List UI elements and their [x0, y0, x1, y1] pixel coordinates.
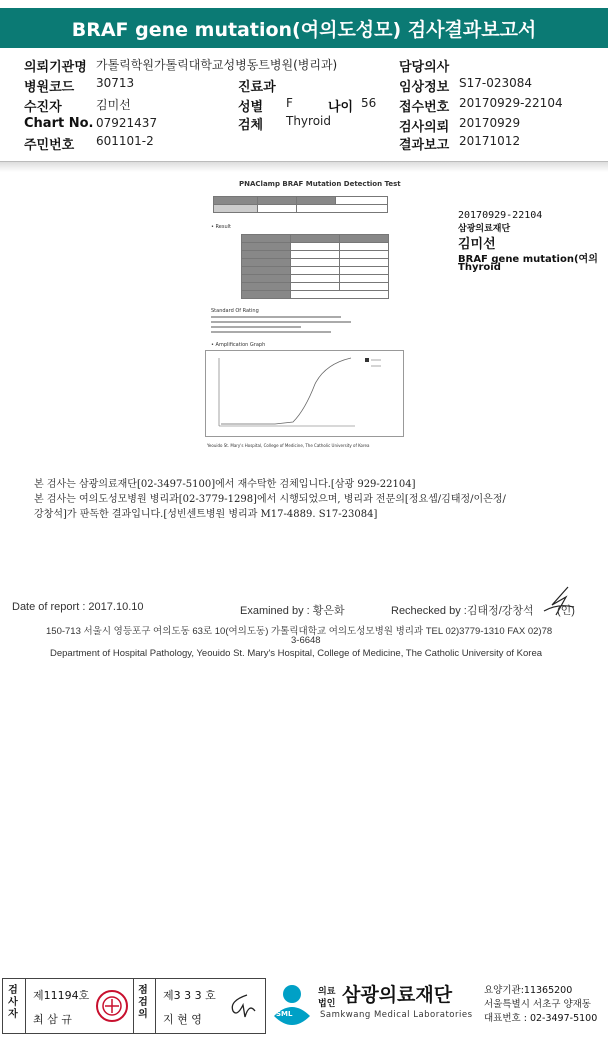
- clinical-info-value: S17-023084: [459, 76, 533, 90]
- report-title: BRAF gene mutation(여의도성모) 검사결과보고서: [0, 8, 608, 48]
- specimen-value: Thyroid: [286, 114, 331, 128]
- specimen-label: 검체: [238, 118, 264, 133]
- signature-box: [2, 978, 266, 1034]
- brand-phone: 대표번호 : 02-3497-5100: [484, 1013, 598, 1024]
- age-label: 나이: [328, 100, 354, 115]
- date-of-report: Date of report : 2017.10.10: [12, 601, 144, 613]
- sml-logo-text: SML: [276, 1010, 293, 1018]
- samkwang-brand: [268, 978, 608, 1034]
- divider: [25, 979, 26, 1033]
- scanned-lab-sheet: [205, 180, 405, 465]
- scan-text-line: [211, 321, 351, 323]
- scan-footer: Yeouido St. Mary's Hospital, College of Medicine, The Catholic University of Korea: [207, 443, 370, 448]
- seal-text: (인): [557, 605, 575, 617]
- sml-logo-icon: [270, 980, 314, 1030]
- sticker-line1: 20170929-22104: [458, 210, 543, 221]
- specimen-sticker: [458, 210, 608, 280]
- note-line-1: 본 검사는 삼광의료재단[02-3497-5100]에서 재수탁한 검체입니다.[삼광 929-22104]: [34, 479, 416, 490]
- clinical-info-label: 임상정보: [399, 80, 450, 95]
- examiner-name: 최 삼 규: [33, 1013, 72, 1026]
- divider: [155, 979, 156, 1033]
- receipt-label: 접수번호: [399, 100, 450, 115]
- corp-label-1: 의료: [318, 987, 336, 997]
- scan-title: PNAClamp BRAF Mutation Detection Test: [239, 180, 401, 188]
- examiner-number: 제11194호: [33, 989, 90, 1002]
- sticker-line2: 삼광의료재단: [458, 224, 511, 234]
- reviewer-signature: [225, 991, 259, 1021]
- id-value: 601101-2: [96, 134, 154, 148]
- care-code: 요양기관:11365200: [484, 985, 573, 996]
- examiner-seal: [95, 989, 129, 1023]
- request-value: 20170929: [459, 116, 521, 130]
- patient-header: [0, 50, 608, 162]
- hospital-code-label: 병원코드: [24, 80, 75, 95]
- amplification-graph: [205, 350, 405, 440]
- address-line-cont: 3-6648: [291, 635, 321, 646]
- brand-address: 서울특별시 서초구 양재동: [484, 999, 591, 1010]
- divider: [133, 979, 134, 1033]
- report-label: 결과보고: [399, 138, 450, 153]
- sticker-line4: BRAF gene mutation(여의: [458, 254, 598, 265]
- brand-english: Samkwang Medical Laboratories: [320, 1010, 473, 1020]
- header-divider-shadow: [0, 162, 608, 172]
- department-label: 진료과: [238, 80, 276, 95]
- scan-text-line: [211, 316, 341, 318]
- age-value: 56: [361, 96, 377, 110]
- examined-by: Examined by : 황은화: [240, 605, 345, 617]
- reviewer-vertical-label: 점검의: [138, 985, 148, 1020]
- rechecked-by: Rechecked by :김태정/강창석: [391, 605, 534, 617]
- report-value: 20171012: [459, 134, 521, 148]
- scan-graph-heading: • Amplification Graph: [211, 342, 266, 348]
- institution-value: 가톨릭학원가톨릭대학교성병동트병원(병리과): [96, 58, 338, 72]
- patient-value: 김미선: [96, 98, 131, 112]
- id-label: 주민번호: [24, 138, 75, 153]
- attending-label: 담당의사: [399, 60, 450, 75]
- note-line-3: 강창석]가 판독한 결과입니다.[성빈센트병원 병리과 M17-4889. S17-23084]: [34, 509, 378, 520]
- brand-name: 삼광의료재단: [342, 984, 453, 1006]
- note-line-2: 본 검사는 여의도성모병원 병리과[02-3779-1298]에서 시행되었으며, 병리과 전문의[정요셉/김태정/이은정/: [34, 494, 506, 505]
- reviewer-name: 지 현 영: [163, 1013, 202, 1026]
- patient-label: 수진자: [24, 100, 62, 115]
- sex-value: F: [286, 96, 293, 110]
- chart-value: 07921437: [96, 116, 158, 130]
- hospital-code-value: 30713: [96, 76, 135, 90]
- reviewer-number: 제3 3 3 호: [163, 989, 216, 1002]
- corp-label-2: 법인: [318, 999, 336, 1009]
- scan-result-table: [241, 234, 389, 299]
- receipt-value: 20170929-22104: [459, 96, 563, 110]
- chart-label: Chart No.: [24, 116, 94, 131]
- scan-text-line: [211, 326, 301, 328]
- sticker-line5: Thyroid: [458, 262, 501, 273]
- scan-text-line: [211, 331, 331, 333]
- sex-label: 성별: [238, 100, 264, 115]
- department-line: Department of Hospital Pathology, Yeouido St. Mary's Hospital, College of Medicine, The Catholic University of Korea: [50, 648, 543, 659]
- institution-label: 의뢰기관명: [24, 60, 87, 75]
- scan-id-table: [213, 196, 388, 213]
- address-line: 150-713 서울시 영등포구 여의도동 63로 10(여의도동) 가톨릭대학교 여의도성모병원 병리과 TEL 02)3779-1310 FAX 02)78: [46, 626, 553, 637]
- request-label: 검사의뢰: [399, 120, 450, 135]
- examiner-vertical-label: 검사자: [8, 985, 18, 1020]
- scan-result-heading: • Result: [211, 224, 231, 230]
- sticker-line3: 김미선: [458, 237, 496, 252]
- scan-standard-heading: Standard Of Rating: [211, 308, 259, 314]
